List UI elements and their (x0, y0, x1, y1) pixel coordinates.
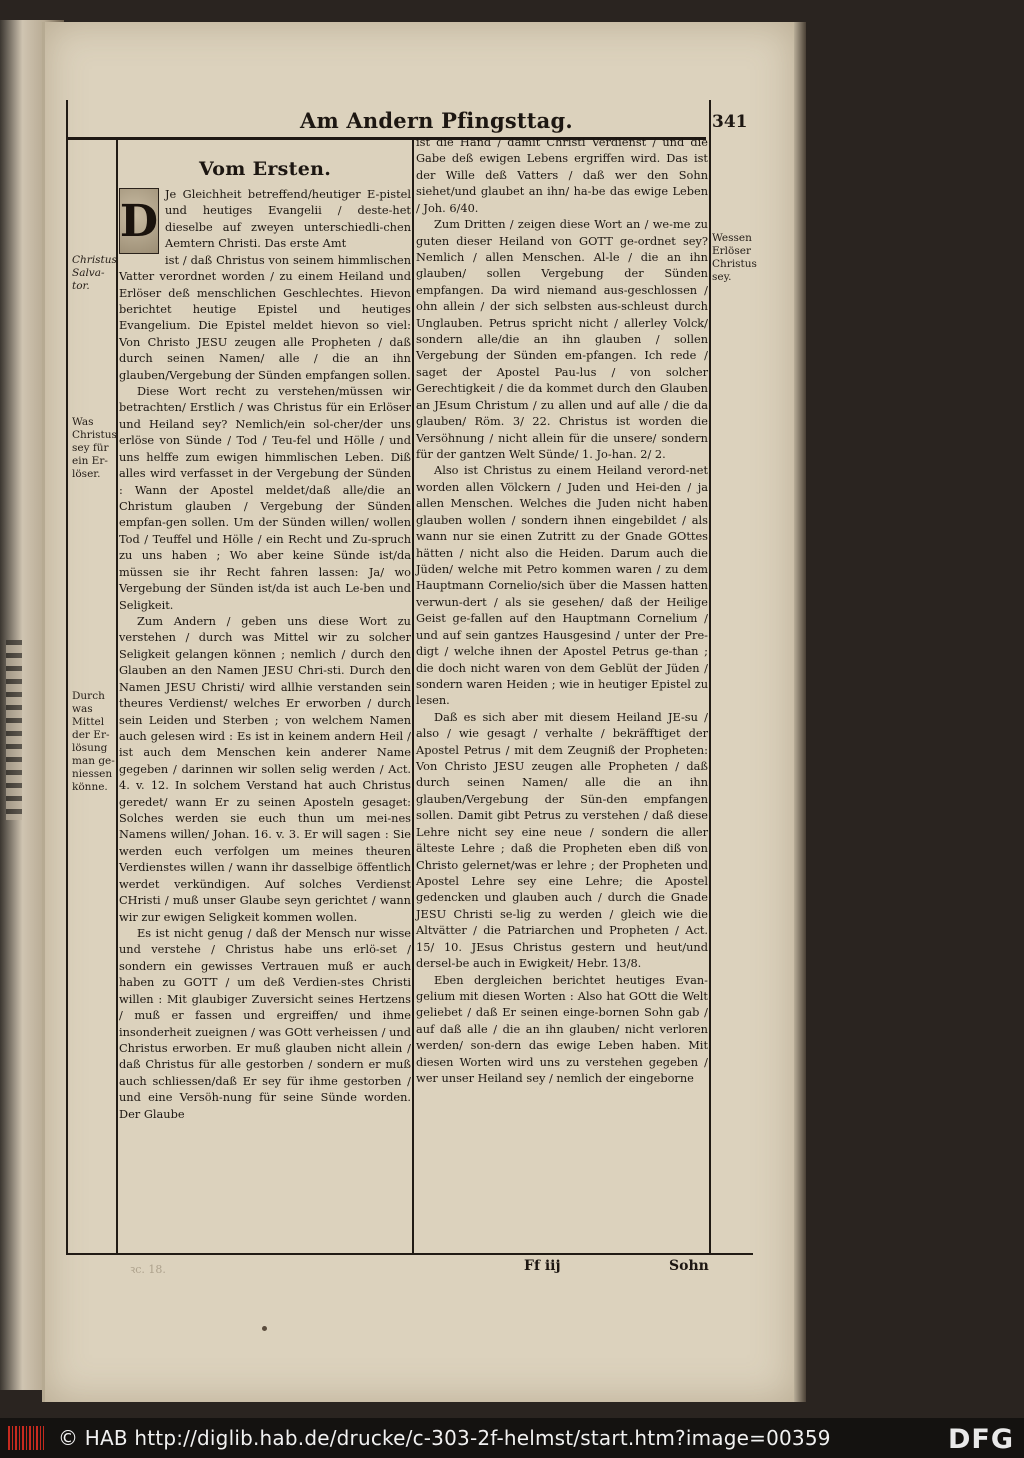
paragraph: Diese Wort recht zu verstehen/müssen wir betrachten/ Erstlich / was Christus für ein Erlöser und Heiland sey? Nemlich/ein sol-cher/der uns erlöse von Sünde / Tod / Teu-fel und Hölle / und uns helffe zum ewigen himmlischen Leben. Diß alles wird verfasset in der Vergebung der Sünden : Wann der Apostel meldet/daß alle/die an Christum glauben / Vergebung der Sünden empfan-gen sollen. Um der Sünden willen/ wollen Tod / Teuffel und Hölle / ein Recht und Zu-spruch zu uns haben ; Wo aber keine Sünde ist/da müssen sie ihr Recht fahren lassen: Ja/ wo Vergebung der Sünden ist/da ist auch Le-ben und Seligkeit. (119, 384, 411, 612)
paragraph: Es ist nicht genug / daß der Mensch nur wisse und verstehe / Christus habe uns erlö-set / sondern ein gewisses Vertrauen muß er auch haben zu GOTT / um deß Verdien-stes Christi willen : Mit glaubiger Zuversicht seines Hertzens / muß er fassen und ergreiffen/ und ihme insonderheit zueignen / was GOtt verheissen / und Christus erworben. Er muß glauben nicht allein / daß Christus für alle gestorben / sondern er muß auch schliessen/daß Er sey für ihme gestorben / und eine Versöh-nung für seine Sünde worden. Der Glaube (119, 925, 411, 1121)
copyright-url[interactable]: © HAB http://diglib.hab.de/drucke/c-303-2f-helmst/start.htm?image=00359 (58, 1426, 831, 1450)
show-through-text: ꝛc. 18. (130, 1263, 166, 1276)
frame-left-rule (66, 100, 68, 1255)
margin-note: Christus Salva- tor. (72, 254, 117, 292)
paper-speck (262, 1326, 267, 1331)
decorated-initial: D (119, 188, 159, 254)
frame-margin-rule (116, 140, 118, 1255)
catchword: Sohn (669, 1258, 709, 1274)
margin-note: Durch was Mittel der Er- lösung man ge- niessen könne. (72, 690, 115, 793)
book-edge-lines (6, 640, 22, 820)
frame-right-rule (709, 100, 711, 1255)
column-divider (412, 140, 414, 1255)
text-column-left (119, 148, 411, 1122)
running-head: Am Andern Pfingsttag. (300, 108, 573, 133)
margin-bottom-rule (709, 1253, 753, 1255)
viewer-footer (0, 1418, 1024, 1458)
page-number: 341 (712, 112, 748, 132)
dfg-logo: DFG (947, 1424, 1014, 1455)
opening-paragraph (119, 186, 411, 252)
margin-note: Was Christus sey für ein Er- löser. (72, 416, 117, 480)
paragraph: Zum Andern / geben uns diese Wort zu verstehen / durch was Mittel wir zu solcher Seligkeit gelangen können ; nemlich / durch den Glauben an den Namen JESU Chri-sti. Durch den Namen JESU Christi/ wird allhie verstanden sein theures Verdienst/ welches Er erworben / durch sein Leiden und Sterben ; von welchem Namen auch gelesen wird : Es ist in keinem andern Heil / ist auch dem Menschen kein anderer Name gegeben / darinnen wir sollen selig werden / Act. 4. v. 12. In solchem Verstand hat auch Christus geredet/ wann Er zu seinen Aposteln gesaget: Solches werden sie euch thun um mei-nes Namens willen/ Johan. 16. v. 3. Er will sagen : Sie werden euch verfolgen um meines theuren Verdienstes willen / wann ihr dasselbige öffentlich werdet verkündigen. Auf solches Verdienst CHristi / muß unser Glaube seyn gerichtet / wann wir zur ewigen Seligkeit kommen wollen. (119, 613, 411, 924)
paragraph: Je Gleichheit betreffend/heutiger E-pistel und heutiges Evangelii / deste-het dieselbe auf zweyen unterschiedli-chen Aemtern Christi. Das erste Amt (165, 187, 411, 251)
paragraph: Zum Dritten / zeigen diese Wort an / we-me zu guten dieser Heiland von GOTT ge-ordnet sey? Nemlich / allen Menschen. Al-le / die an ihn glauben/ sollen Vergebung der Sünden empfangen. Da wird niemand aus-geschlossen / ohn allein / der sich selbsten aus-schleust durch Unglauben. Petrus spricht nicht / allerley Volck/ sondern alle/die an ihn glauben / sollen Vergebung der Sünden em-pfangen. Ich rede / saget der Apostel Pau-lus / von solcher Gerechtigkeit / die da kommet durch den Glauben an JEsum Christum / zu allen und auf alle / die da glauben/ Röm. 3/ 22. Christus ist worden die Versöhnung / nicht allein für die unsere/ sondern für der gantzen Welt Sünde/ 1. Jo-han. 2/ 2. (416, 217, 708, 462)
section-title: Vom Ersten. (199, 158, 332, 180)
paragraph: Also ist Christus zu einem Heiland verord-net worden allen Völckern / Juden und Hei-den / ja allen Menschen. Welches die Juden nicht haben glauben wollen / sondern ihnen eingebildet / als wann nur sie einen Zutritt zu der Gnade GOttes hätten / nicht also die Heiden. Darum auch die Jüden/ welche mit Petro kommen waren / zu dem Hauptmann Cornelio/sich über die Massen hatten verwun-dert / als sie gesehen/ daß der Heilige Geist ge-fallen auf den Hauptmann Cornelium / und auf sein gantzes Hausgesind / unter der Pre-digt / welche ihnen der Apostel Petrus ge-than ; die doch nicht waren von dem Geblüt der Jüden / sondern waren Heiden ; wie in heutiger Epistel zu lesen. (416, 463, 708, 708)
margin-note: Wessen Erlöser Christus sey. (712, 232, 757, 283)
frame-bottom-rule (66, 1253, 711, 1255)
paragraph: ist die Hand / damit Christi Verdienst / und die Gabe deß ewigen Lebens ergriffen wird. Das ist der Wille deß Vatters / daß wer den Sohn siehet/und glaubet an ihn/ ha-be das ewige Leben / Joh. 6/40. (416, 135, 708, 215)
signature-mark: Ff iij (524, 1258, 561, 1274)
paragraph: Eben dergleichen berichtet heutiges Evan-gelium mit diesen Worten : Also hat GOtt die Welt geliebet / daß Er seinen einge-bornen Sohn gab / auf daß alle / die an ihn glauben/ nicht verloren werden/ son-dern das ewige Leben haben. Mit diesen Worten wird uns zu verstehen gegeben / wer unser Heiland sey / nemlich der eingeborne (416, 972, 708, 1086)
paragraph: Daß es sich aber mit diesem Heiland JE-su / also / wie gesagt / verhalte / bekräfftiget der Apostel Petrus / mit dem Zeugniß der Propheten: Von Christo JESU zeugen alle Propheten / daß durch seinen Namen/ alle die an ihn glauben/Vergebung der Sün-den empfangen sollen. Damit gibt Petrus zu verstehen / daß diese Lehre nicht sey eine neue / sondern die aller älteste Lehre ; daß die Propheten eben diß von Christo gelernet/was er lehre ; der Propheten und Apostel Lehre sey eine Lehre; die Apostel gedencken und glauben auch / durch die Gnade JESU Christi se-lig zu werden / gleich wie die Altvätter / die Patriarchen und Propheten / Act. 15/ 10. JEsus Christus gestern und heut/und dersel-be auch in Ewigkeit/ Hebr. 13/8. (416, 709, 708, 971)
text-column-right (416, 134, 708, 1086)
barcode-icon (8, 1426, 44, 1450)
paragraph: ist / daß Christus von seinem himmlischen Vatter verordnet worden / zu einem Heiland und Erlöser deß menschlichen Geschlechtes. Hievon berichtet heutige Epistel und heutiges Evangelium. Die Epistel meldet hievon so viel: Von Christo JESU zeugen alle Propheten / daß durch seinen Namen/ alle / die an ihn glauben/Vergebung der Sünden empfangen sollen. (119, 252, 411, 382)
